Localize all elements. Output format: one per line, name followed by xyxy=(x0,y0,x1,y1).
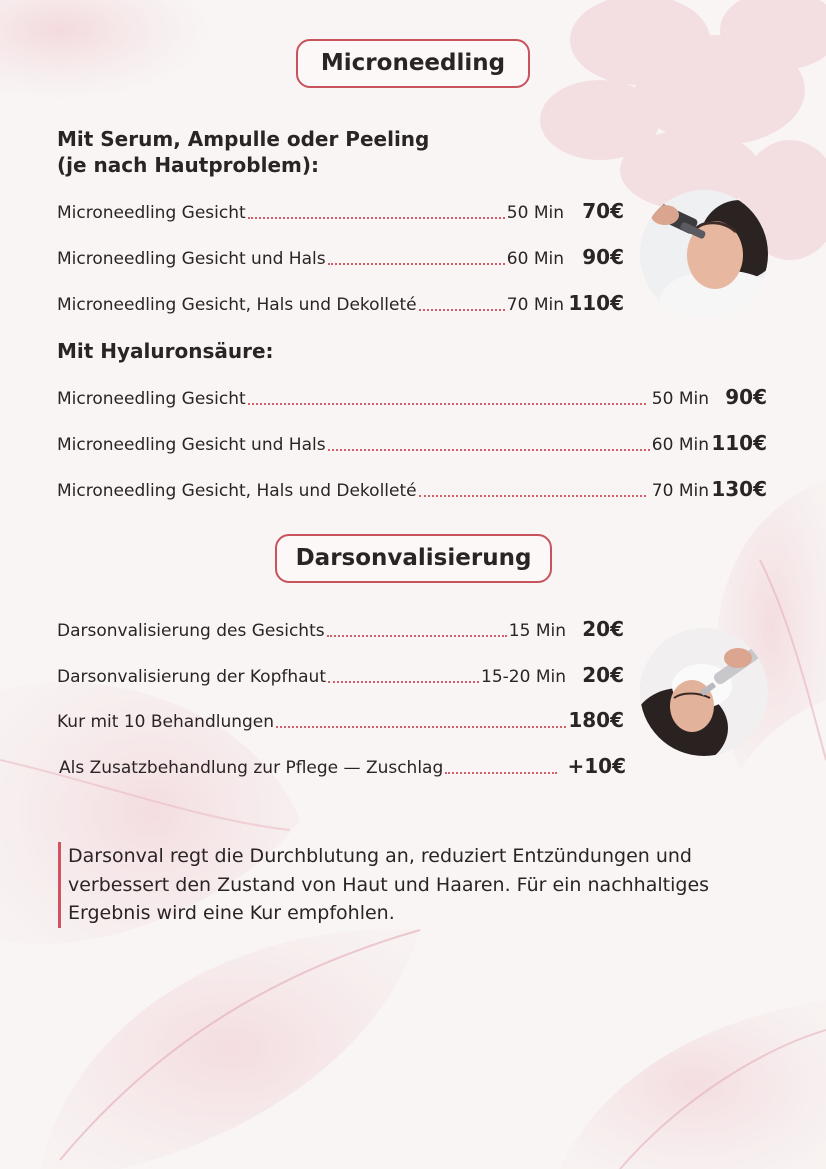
service-price: 180€ xyxy=(568,708,624,732)
serum-heading-line1: Mit Serum, Ampulle oder Peeling xyxy=(57,127,430,151)
serum-row xyxy=(57,245,624,271)
dot-leader xyxy=(248,403,646,405)
service-name: Kur mit 10 Behandlungen xyxy=(57,712,275,732)
hyaluron-row xyxy=(57,385,767,411)
hyaluron-row xyxy=(57,477,767,503)
service-duration: 60 Min xyxy=(506,249,564,269)
face-treatment-illustration xyxy=(640,190,768,318)
service-price: 90€ xyxy=(725,385,767,409)
serum-row xyxy=(57,291,624,317)
service-price: +10€ xyxy=(567,754,626,778)
serum-row xyxy=(57,199,624,225)
service-duration: 50 Min xyxy=(651,389,709,409)
darsonval-row xyxy=(57,617,624,643)
serum-heading xyxy=(57,126,429,178)
darsonval-illustration xyxy=(640,628,768,756)
hyaluron-heading: Mit Hyaluronsäure: xyxy=(57,339,274,363)
darsonval-row xyxy=(57,708,624,734)
service-duration: 15-20 Min xyxy=(481,667,566,687)
dot-leader xyxy=(248,217,505,219)
service-price: 110€ xyxy=(711,431,767,455)
service-price: 90€ xyxy=(582,245,624,269)
dot-leader xyxy=(419,495,646,497)
service-duration: 15 Min xyxy=(508,621,566,641)
service-duration: 50 Min xyxy=(506,203,564,223)
darsonval-row xyxy=(59,754,626,780)
service-price: 20€ xyxy=(582,617,624,641)
dot-leader xyxy=(327,635,507,637)
service-price: 110€ xyxy=(568,291,624,315)
dot-leader xyxy=(276,726,566,728)
darsonval-treatment-photo xyxy=(640,628,768,756)
service-name: Microneedling Gesicht, Hals und Dekolleté xyxy=(57,295,417,315)
dot-leader xyxy=(445,772,557,774)
service-duration: 70 Min xyxy=(506,295,564,315)
service-duration: 60 Min xyxy=(651,435,709,455)
service-name: Microneedling Gesicht und Hals xyxy=(57,435,326,455)
service-name: Microneedling Gesicht xyxy=(57,203,246,223)
service-price: 130€ xyxy=(711,477,767,501)
service-duration: 70 Min xyxy=(651,481,709,501)
dot-leader xyxy=(419,309,505,311)
service-name: Microneedling Gesicht xyxy=(57,389,246,409)
microneedling-title: Microneedling xyxy=(296,39,530,88)
dot-leader xyxy=(328,681,479,683)
service-name: Als Zusatzbehandlung zur Pflege — Zuschlag xyxy=(59,758,444,778)
service-price: 20€ xyxy=(582,663,624,687)
darsonval-row xyxy=(57,663,624,689)
microneedling-treatment-photo xyxy=(640,190,768,318)
service-name: Darsonvalisierung des Gesichts xyxy=(57,621,325,641)
service-price: 70€ xyxy=(582,199,624,223)
serum-heading-line2: (je nach Hautproblem): xyxy=(57,153,319,177)
darsonval-title: Darsonvalisierung xyxy=(275,534,552,583)
dot-leader xyxy=(328,449,650,451)
service-name: Microneedling Gesicht, Hals und Dekolleté xyxy=(57,481,417,501)
hyaluron-row xyxy=(57,431,767,457)
service-name: Microneedling Gesicht und Hals xyxy=(57,249,326,269)
darsonval-note: Darsonval regt die Durchblutung an, reduziert Entzündungen und verbessert den Zustand von Haut und Haaren. Für ein nachhaltiges Ergebnis wird eine Kur empfohlen. xyxy=(58,842,788,928)
service-name: Darsonvalisierung der Kopfhaut xyxy=(57,667,326,687)
dot-leader xyxy=(328,263,505,265)
